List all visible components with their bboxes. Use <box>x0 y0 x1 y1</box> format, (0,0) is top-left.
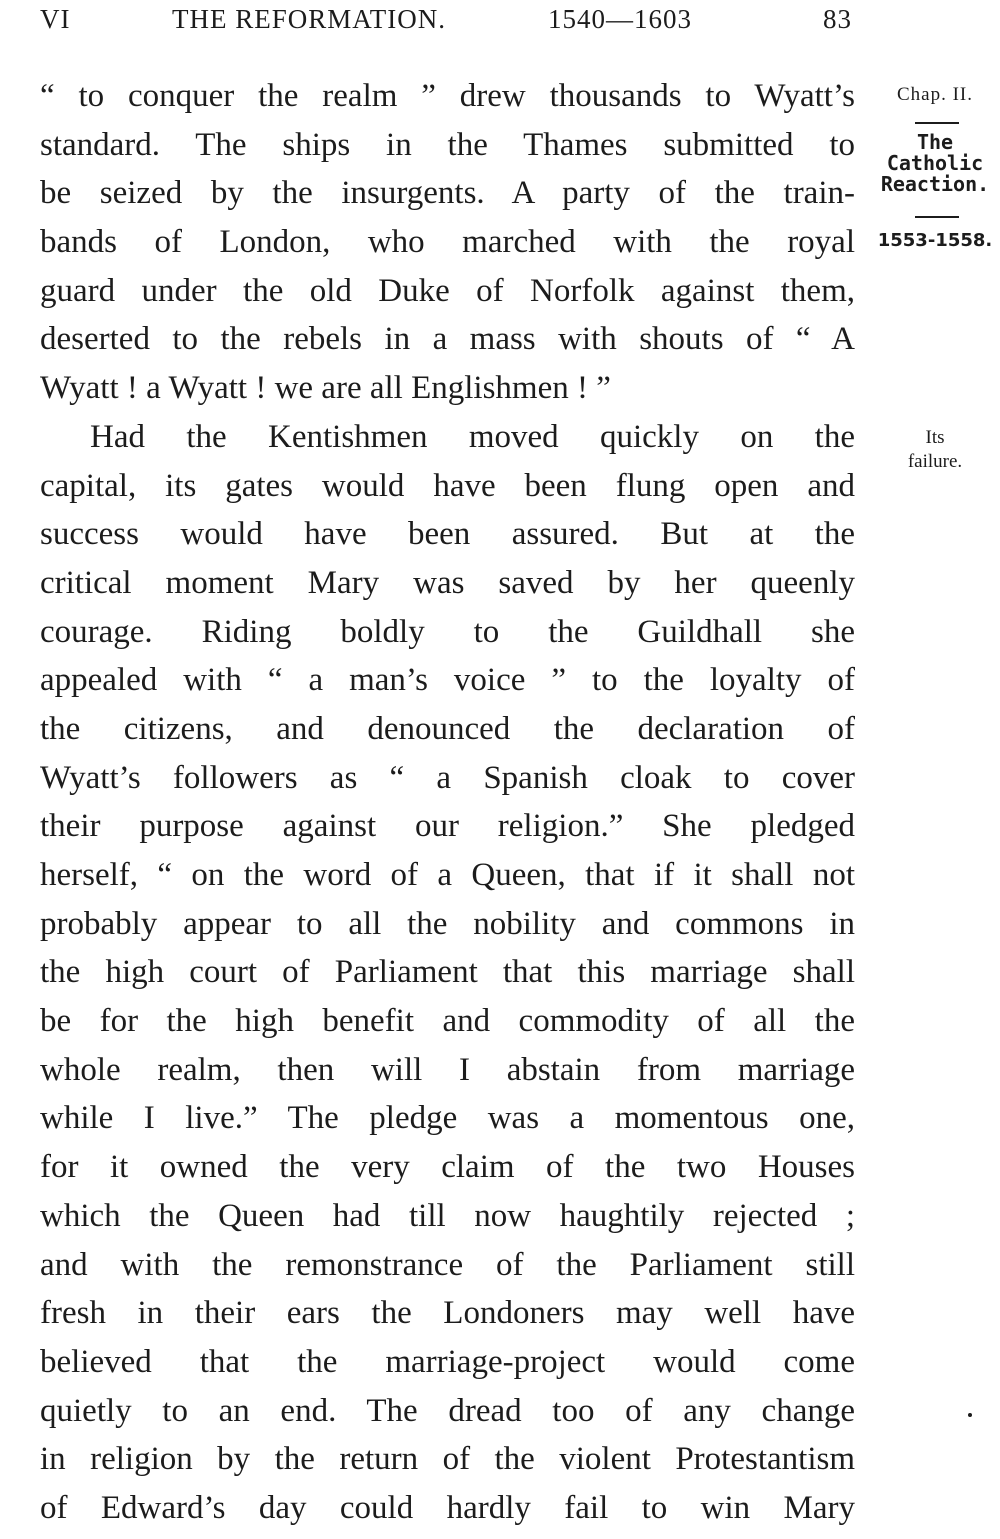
margin-rule <box>915 122 959 124</box>
text-line: standard. The ships in the Thames submitted to <box>40 126 855 163</box>
header-book-title: THE REFORMATION. <box>172 4 447 34</box>
text-line: and with the remonstrance of the Parliament still <box>40 1246 855 1283</box>
text-line: quietly to an end. The dread too of any change <box>40 1392 855 1429</box>
text-line: Wyatt ! a Wyatt ! we are all Englishmen ! ” <box>40 370 611 407</box>
text-line: for it owned the very claim of the two Houses <box>40 1149 855 1186</box>
page-number: 83 <box>823 4 852 34</box>
paragraph-start-line: Had the Kentishmen moved quickly on the <box>90 418 855 455</box>
margin-section-line: Catholic <box>886 151 984 175</box>
margin-note-line: failure. <box>907 451 963 472</box>
text-line: while I live.” The pledge was a momentous one, <box>40 1100 855 1137</box>
text-line: in religion by the return of the violent Protestantism <box>40 1441 855 1478</box>
text-line: of Edward’s day could hardly fail to win Mary <box>40 1489 855 1526</box>
margin-note-line: Its <box>925 427 945 448</box>
text-line: capital, its gates would have been flung open and <box>40 467 855 504</box>
text-line: critical moment Mary was saved by her queenly <box>40 564 855 601</box>
text-line: fresh in their ears the Londoners may well have <box>40 1295 855 1332</box>
running-header <box>40 4 852 40</box>
text-line: deserted to the rebels in a mass with shouts of “ A <box>40 321 855 358</box>
body-text <box>40 72 855 1533</box>
text-line: the citizens, and denounced the declaration of <box>40 710 855 747</box>
margin-section-title <box>872 132 998 195</box>
ink-speck <box>968 1413 972 1417</box>
text-line: Wyatt’s followers as “ a Spanish cloak to cover <box>40 759 855 796</box>
text-line: be for the high benefit and commodity of all the <box>40 1003 855 1040</box>
text-line: whole realm, then will I abstain from marriage <box>40 1051 855 1088</box>
margin-chapter-label: Chap. II. <box>896 84 973 105</box>
text-line: bands of London, who marched with the royal <box>40 224 855 261</box>
margin-year-range: 1553-1558. <box>877 230 993 251</box>
text-line: which the Queen had till now haughtily rejected ; <box>40 1197 855 1234</box>
margin-rule <box>915 216 959 218</box>
text-line: appealed with “ a man’s voice ” to the loyalty of <box>40 662 855 699</box>
margin-section-line: Reaction. <box>880 172 990 196</box>
text-line: believed that the marriage-project would come <box>40 1343 855 1380</box>
text-line: be seized by the insurgents. A party of the train- <box>40 175 855 212</box>
header-chapter-number: VI <box>40 4 71 34</box>
text-line: “ to conquer the realm ” drew thousands to Wyatt’s <box>40 78 855 114</box>
text-line: herself, “ on the word of a Queen, that if it shall not <box>40 857 855 893</box>
text-line: courage. Riding boldly to the Guildhall she <box>40 613 855 650</box>
text-line: the high court of Parliament that this marriage shall <box>40 954 855 991</box>
header-date-range: 1540—1603 <box>548 4 692 34</box>
text-line: their purpose against our religion.” She pledged <box>40 808 855 845</box>
margin-note <box>872 426 998 474</box>
text-line: success would have been assured. But at the <box>40 516 855 553</box>
text-line: probably appear to all the nobility and commons in <box>40 905 855 942</box>
text-line: guard under the old Duke of Norfolk against them, <box>40 272 855 309</box>
margin-section-line: The <box>916 130 954 154</box>
